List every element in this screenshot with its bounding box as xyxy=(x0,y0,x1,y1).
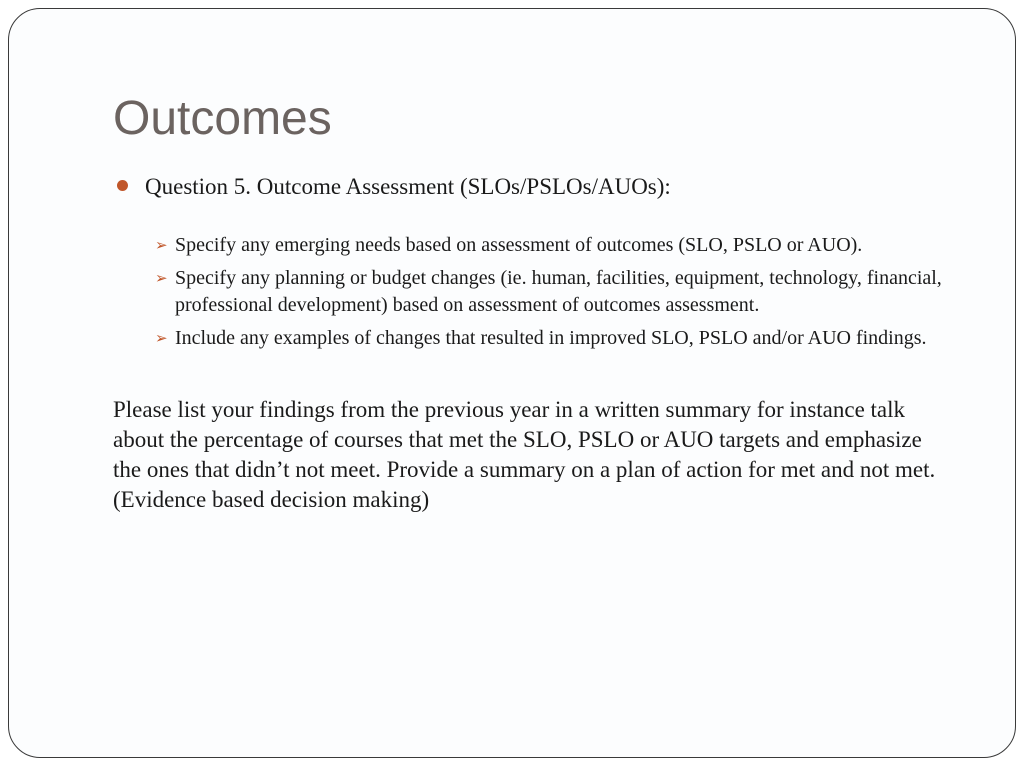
slide-content xyxy=(113,172,953,515)
arrow-bullet-icon: ➢ xyxy=(155,329,168,347)
sub-bullet-item xyxy=(155,325,953,352)
sub-bullet-text: Specify any emerging needs based on assessment of outcomes (SLO, PSLO or AUO). xyxy=(175,234,863,256)
question-text: Question 5. Outcome Assessment (SLOs/PSLOs/AUOs): xyxy=(145,174,671,199)
slide-title: Outcomes xyxy=(113,92,332,145)
round-bullet-icon xyxy=(117,180,128,191)
question-bullet-item xyxy=(113,172,953,202)
sub-bullet-text: Specify any planning or budget changes (ie. human, facilities, equipment, technology, financial, professional development) based on assessment of outcomes assessment. xyxy=(175,267,942,316)
arrow-bullet-icon: ➢ xyxy=(155,236,168,254)
summary-paragraph: Please list your findings from the previous year in a written summary for instance talk about the percentage of courses that met the SLO, PSLO or AUO targets and emphasize the ones that didn’t not meet. Provide a summary on a plan of action for met and not met. (Evidence based decision making) xyxy=(113,397,936,512)
sub-bullet-list xyxy=(113,232,953,352)
sub-bullet-item xyxy=(155,232,953,259)
slide-frame xyxy=(8,8,1016,758)
arrow-bullet-icon: ➢ xyxy=(155,269,168,287)
sub-bullet-text: Include any examples of changes that resulted in improved SLO, PSLO and/or AUO findings. xyxy=(175,327,927,349)
sub-bullet-item xyxy=(155,265,953,319)
